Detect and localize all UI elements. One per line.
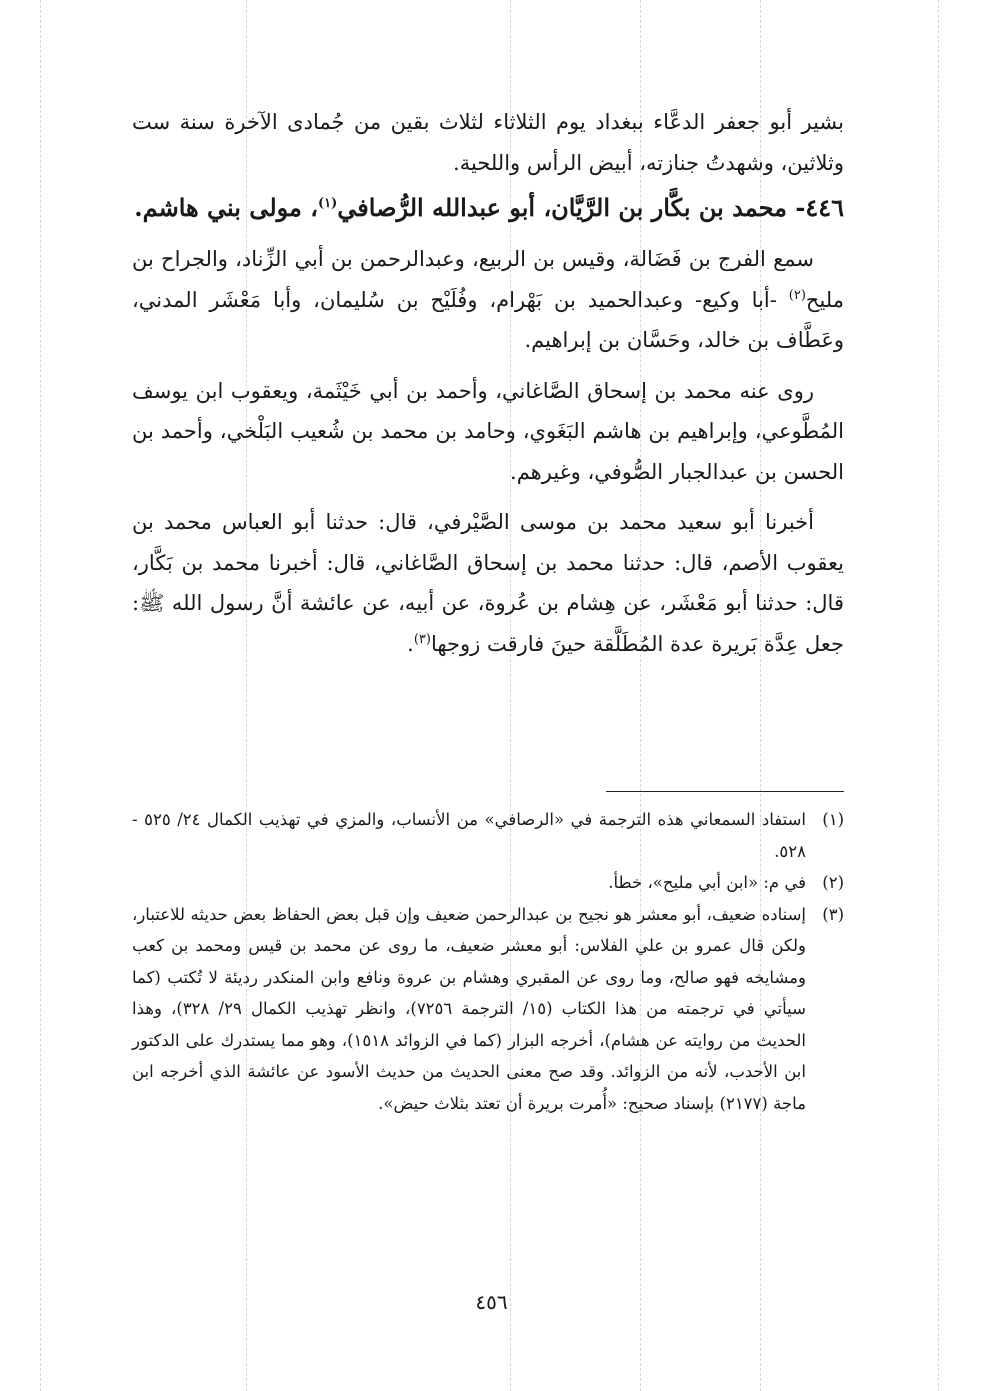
scan-rule-line [40, 0, 41, 1391]
footnote-separator [606, 791, 844, 792]
scan-rule-line [938, 0, 939, 1391]
footnote-text: في م: «ابن أبي مليح»، خطأ. [608, 873, 806, 892]
entry-title: محمد بن بكَّار بن الرَّيَّان، أبو عبدالله الرُّصافي [337, 193, 787, 222]
entry-heading [132, 187, 844, 229]
footnote-text: استفاد السمعاني هذه الترجمة في «الرصافي» من الأنساب، والمزي في تهذيب الكمال ٢٤/ ٥٢٥ - ٥٢٨. [132, 810, 806, 861]
footnote [132, 899, 844, 1120]
footnote-mark: (٣) [822, 904, 844, 924]
footnote-ref[interactable]: (١) [317, 196, 338, 211]
footnote-text: إسناده ضعيف، أبو معشر هو نجيح بن عبدالرحمن ضعيف وإن قبل بعض الحفاظ بعض حديثه للاعتبار، ولكن قال عمرو بن علي الفلاس: أبو معشر ضعيف، ما روى عن محمد بن قيس ومحمد بن كعب ومشايخه فهو صالح، وما روى عن المقبري وهشام بن عروة ونافع وابن المنكدر رديئة لا تُكتب (كما سيأتي في ترجمته من هذا الكتاب (١٥/ الترجمة ٧٢٥٦)، وانظر تهذيب الكمال ٢٩/ ٣٢٨)، وهذا الحديث من روايته عن هشام)، أخرجه البزار (كما في الزوائد ١٥١٨)، وهو مما يستدرك على الدكتور ابن الأحدب، لأنه من الزوائد. وقد صح معنى الحديث من حديث الأسود عن عائشة الذي أخرجه ابن ماجة (٢١٧٧) بإسناد صحيح: «أُمرت بريرة أن تعتد بثلاث حيض». [132, 904, 806, 1113]
footnote-mark: (٢) [822, 873, 844, 892]
paragraph-students: روى عنه محمد بن إسحاق الصَّاغاني، وأحمد بن أبي خَيْثَمة، ويعقوب ابن يوسف المُطَّوعي، وإبراهيم بن هاشم البَغَوي، وحامد بن محمد بن شُعيب البَلْخي، وأحمد بن الحسن بن عبدالجبار الصُّوفي، وغيرهم. [132, 378, 844, 484]
paragraph-continuation: بشير أبو جعفر الدعَّاء ببغداد يوم الثلاثاء لثلاث بقين من جُمادى الآخرة سنة ست وثلاثين، وشهدتُ جنازته، أبيض الرأس واللحية. [132, 110, 844, 175]
footnote-ref[interactable]: (٢) [788, 287, 806, 303]
footnotes [132, 804, 844, 1119]
footnote [132, 867, 844, 899]
paragraph-hadith: أخبرنا أبو سعيد محمد بن موسى الصَّيْرفي، قال: حدثنا أبو العباس محمد بن يعقوب الأصم، قال: حدثنا محمد بن إسحاق الصَّاغاني، قال: أخبرنا محمد بن بَكَّار، قال: حدثنا أبو مَعْشَر، عن هِشام بن عُروة، عن أبيه، عن عائشة أنَّ رسول الله ﷺ: جعل عِدَّة بَريرة عدة المُطَلَّقة حينَ فارقت زوجها$^{(٣)}$. [132, 510, 844, 656]
main-text [132, 102, 844, 664]
footnote-ref[interactable]: (٣) [413, 631, 431, 647]
footnote-mark: (١) [822, 810, 844, 829]
paragraph-teachers: سمع الفرج بن فَضَالة، وقيس بن الربيع، وعبدالرحمن بن أبي الزِّناد، والجراح بن مليح$^{(٢)}$ -أبا وكيع- وعبدالحميد بن بَهْرام، وفُلَيْح بن سُليمان، وأبا مَعْشَر المدني، وعَطَّاف بن خالد، وحَسَّان بن إبراهيم. [132, 247, 844, 352]
entry-number: ٤٤٦- [795, 193, 844, 222]
page-number: ٤٥٦ [475, 1290, 508, 1314]
footnote [132, 804, 844, 867]
entry-title-cont: ، مولى بني هاشم. [134, 193, 318, 222]
